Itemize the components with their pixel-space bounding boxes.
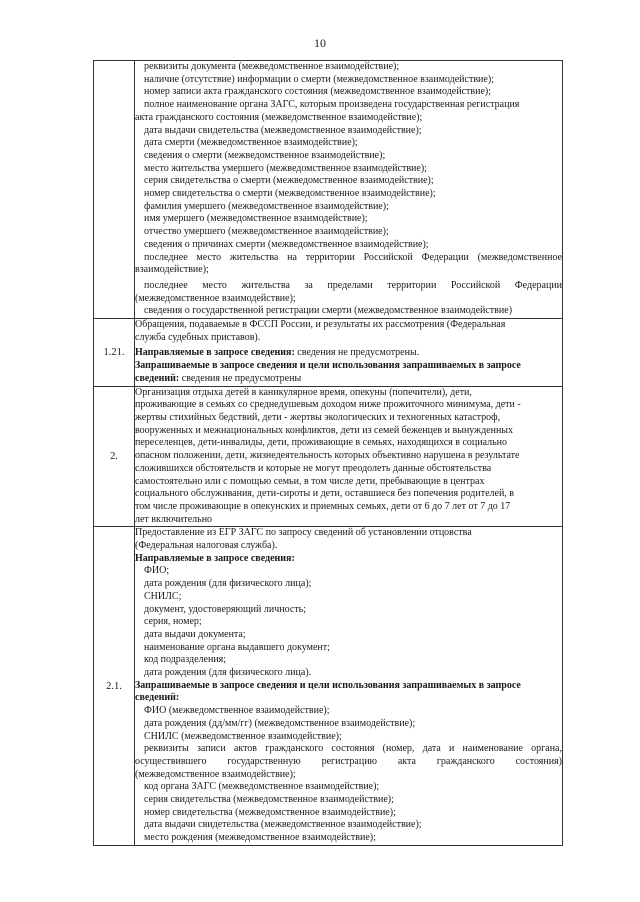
- text-line: самостоятельно или с помощью семьи, в том числе дети, пребывающие в центрах: [135, 475, 485, 487]
- text-line: [135, 347, 562, 360]
- text-line: сложившихся обстоятельств и которые не могут преодолеть данные обстоятельства: [135, 462, 492, 474]
- text-line: Запрашиваемые в запросе сведения и цели использования запрашиваемых в запросе: [135, 360, 521, 372]
- text-line: СНИЛС;: [144, 590, 182, 602]
- text-line: полное наименование органа ЗАГС, которым произведена государственная регистрация: [144, 99, 520, 111]
- text-line: сведения о смерти (межведомственное взаимодействие);: [144, 149, 386, 161]
- text-line: ФИО;: [144, 565, 170, 577]
- text-line: дата выдачи свидетельства (межведомственное взаимодействие);: [144, 819, 422, 831]
- text-line: дата рождения (дд/мм/гг) (межведомственное взаимодействие);: [144, 717, 416, 729]
- row-number: 1.21.: [94, 319, 135, 387]
- text-line: дата рождения (для физического лица);: [144, 578, 312, 590]
- text-line: дата рождения (для физического лица).: [144, 667, 312, 679]
- text-line: последнее место жительства на территории Российской Федерации (межведомственное: [144, 251, 562, 263]
- text-line: (межведомственное взаимодействие);: [135, 292, 296, 304]
- text-line: сведений:: [135, 692, 180, 704]
- row-number: 2.: [94, 386, 135, 527]
- text-line: социального обслуживания, дети-сироты и дети, оставшиеся без попечения родителей, в: [135, 488, 515, 500]
- text-line: осуществившего государственную регистрацию акта гражданского состояния): [135, 755, 562, 767]
- text-line: СНИЛС (межведомственное взаимодействие);: [144, 730, 342, 742]
- text-line: [135, 373, 562, 386]
- text-segment: сведения не предусмотрены: [179, 372, 302, 384]
- text-line: сведения о государственной регистрации смерти (межведомственное взаимодействие): [144, 305, 513, 317]
- text-line: номер свидетельства (межведомственное взаимодействие);: [144, 806, 396, 818]
- text-line: переселенцев, дети-инвалиды, дети, проживающие в семьях, находящихся в социально: [135, 437, 508, 449]
- text-line: серия, номер;: [144, 616, 202, 628]
- text-line: взаимодействие);: [135, 264, 209, 276]
- bold-label: сведений:: [135, 372, 180, 384]
- text-line: документ, удостоверяющий личность;: [144, 603, 306, 615]
- text-line: Обращения, подаваемые в ФССП России, и результаты их рассмотрения (Федеральная: [135, 319, 506, 331]
- text-line: служба судебных приставов).: [135, 331, 261, 343]
- text-line: акта гражданского состояния (межведомственное взаимодействие);: [135, 111, 423, 123]
- text-line: отчество умершего (межведомственное взаимодействие);: [144, 226, 389, 238]
- text-line: жертвы стихийных бедствий, дети - жертвы экологических и техногенных катастроф,: [135, 411, 501, 423]
- text-line: серия свидетельства (межведомственное взаимодействие);: [144, 794, 394, 806]
- text-line: реквизиты записи актов гражданского состояния (номер, дата и наименование органа,: [144, 743, 562, 755]
- text-line: место жительства умершего (межведомственное взаимодействие);: [144, 162, 427, 174]
- text-line: дата выдачи документа;: [144, 628, 246, 640]
- text-line: имя умершего (межведомственное взаимодействие);: [144, 213, 368, 225]
- text-line: (Федеральная налоговая служба).: [135, 540, 278, 552]
- table-row: [94, 319, 563, 387]
- row-number: 2.1.: [94, 527, 135, 846]
- text-line: дата выдачи свидетельства (межведомственное взаимодействие);: [144, 124, 422, 136]
- text-line: фамилия умершего (межведомственное взаимодействие);: [144, 200, 389, 212]
- text-line: реквизиты документа (межведомственное взаимодействие);: [144, 61, 400, 72]
- text-line: наименование органа выдавшего документ;: [144, 641, 330, 653]
- page-number: 10: [314, 36, 326, 50]
- text-line: Запрашиваемые в запросе сведения и цели использования запрашиваемых в запросе: [135, 679, 521, 691]
- text-line: ФИО (межведомственное взаимодействие);: [144, 705, 330, 717]
- table-row: [94, 386, 563, 527]
- row-content: [135, 61, 563, 319]
- text-line: код органа ЗАГС (межведомственное взаимодействие);: [144, 781, 380, 793]
- text-line: опасном положении, дети, жизнедеятельность которых объективно нарушена в результате: [135, 450, 520, 462]
- text-line: том числе проживающие в опекунских и приемных семьях, дети от 6 до 7 лет от 7 до 17: [135, 500, 511, 512]
- row-number: [94, 61, 135, 319]
- text-line: (межведомственное взаимодействие);: [135, 768, 296, 780]
- text-line: Предоставление из ЕГР ЗАГС по запросу сведений об установлении отцовства: [135, 527, 472, 539]
- text-line: вооруженных и межнациональных конфликтов, дети из семей беженцев и вынужденных: [135, 424, 514, 436]
- text-line: Направляемые в запросе сведения:: [135, 552, 295, 564]
- text-line: лет включительно: [135, 513, 213, 525]
- text-line: Организация отдыха детей в каникулярное время, опекуны (попечители), дети,: [135, 386, 472, 398]
- bold-label: Направляемые в запросе сведения:: [135, 347, 295, 359]
- text-line: код подразделения;: [144, 654, 227, 666]
- table-row: [94, 527, 563, 846]
- table-body: [94, 61, 563, 846]
- row-content: [135, 319, 563, 387]
- text-line: место рождения (межведомственное взаимодействие);: [144, 832, 376, 844]
- text-line: серия свидетельства о смерти (межведомственное взаимодействие);: [144, 175, 434, 187]
- document-table: [93, 60, 563, 846]
- text-line: наличие (отсутствие) информации о смерти (межведомственное взаимодействие);: [144, 73, 494, 85]
- text-line: дата смерти (межведомственное взаимодействие);: [144, 137, 358, 149]
- table-row: [94, 61, 563, 319]
- text-segment: сведения не предусмотрены.: [294, 347, 420, 359]
- text-line: номер свидетельства о смерти (межведомственное взаимодействие);: [144, 188, 436, 200]
- text-line: проживающие в семьях со среднедушевым доходом ниже прожиточного минимума, дети -: [135, 399, 521, 411]
- text-line: сведения о причинах смерти (межведомственное взаимодействие);: [144, 238, 429, 250]
- row-content: [135, 386, 563, 527]
- row-content: [135, 527, 563, 846]
- text-line: последнее место жительства за пределами территории Российской Федерации: [144, 279, 562, 291]
- text-line: номер записи акта гражданского состояния (межведомственное взаимодействие);: [144, 86, 492, 98]
